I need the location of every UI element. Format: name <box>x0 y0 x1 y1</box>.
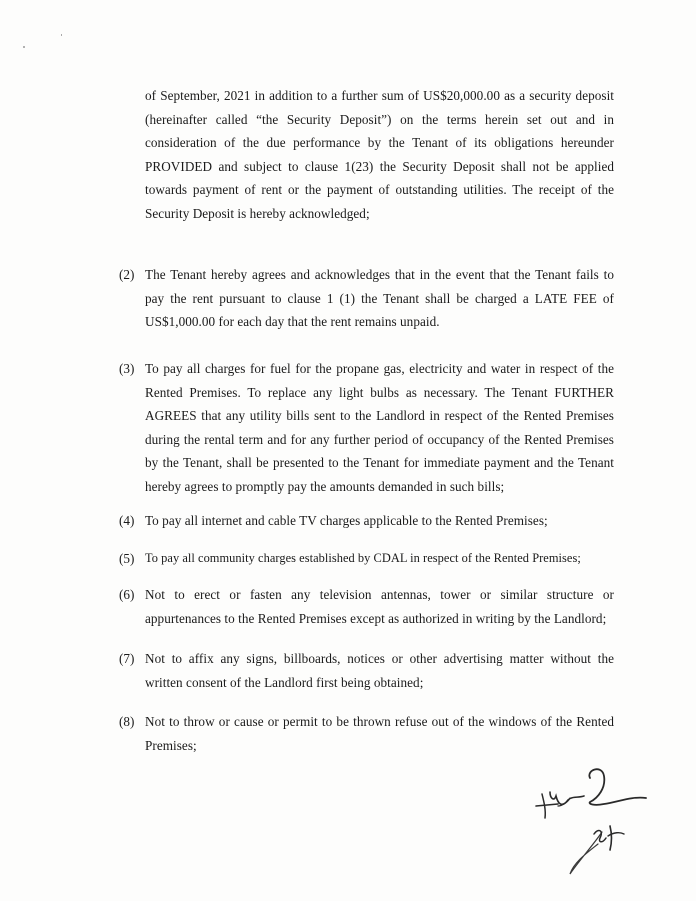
clause-6-text: Not to erect or fasten any television antennas, tower or similar structure or appurtenances to the Rented Premises except as authorized in writing by the Landlord; <box>145 587 614 626</box>
clause-number: (4) <box>119 513 135 528</box>
clause-8-text: Not to throw or cause or permit to be thrown refuse out of the windows of the Rented Premises; <box>145 714 614 753</box>
clause-number: (2) <box>119 267 135 282</box>
scan-speck <box>61 34 62 36</box>
clause-number: (5) <box>119 551 135 566</box>
intro-paragraph: of September, 2021 in addition to a further sum of US$20,000.00 as a security deposit (hereinafter called “the Security Deposit”) on the terms herein set out and in consideration of the due performance by the Tenant of its obligations hereunder PROVIDED and subject to clause 1(23) the Security Deposit shall not be applied towards payment of rent or the payment of outstanding utilities. The receipt of the Security Deposit is hereby acknowledged; <box>145 88 614 221</box>
scan-speck <box>23 46 25 48</box>
handwritten-initials-signature <box>528 762 658 882</box>
clause-3-text: To pay all charges for fuel for the propane gas, electricity and water in respect of the Rented Premises. To replace any light bulbs as necessary. The Tenant FURTHER AGREES that any utility bills sent to the Landlord in respect of the Rented Premises during the rental term and for any further period of occupancy of the Rented Premises by the Tenant, shall be presented to the Tenant for immediate payment and the Tenant hereby agrees to promptly pay the amounts demanded in such bills; <box>145 361 614 494</box>
clause-number: (7) <box>119 651 135 666</box>
clause-7-text: Not to affix any signs, billboards, notices or other advertising matter without the written consent of the Landlord first being obtained; <box>145 651 614 690</box>
clause-number: (6) <box>119 587 135 602</box>
clause-4-text: To pay all internet and cable TV charges applicable to the Rented Premises; <box>145 513 548 528</box>
clause-number: (3) <box>119 361 135 376</box>
clause-2-text: The Tenant hereby agrees and acknowledges that in the event that the Tenant fails to pay the rent pursuant to clause 1 (1) the Tenant shall be charged a LATE FEE of US$1,000.00 for each day that the rent remains unpaid. <box>145 267 614 330</box>
clause-5-text: To pay all community charges established by CDAL in respect of the Rented Premises; <box>145 551 581 565</box>
clause-number: (8) <box>119 714 135 729</box>
